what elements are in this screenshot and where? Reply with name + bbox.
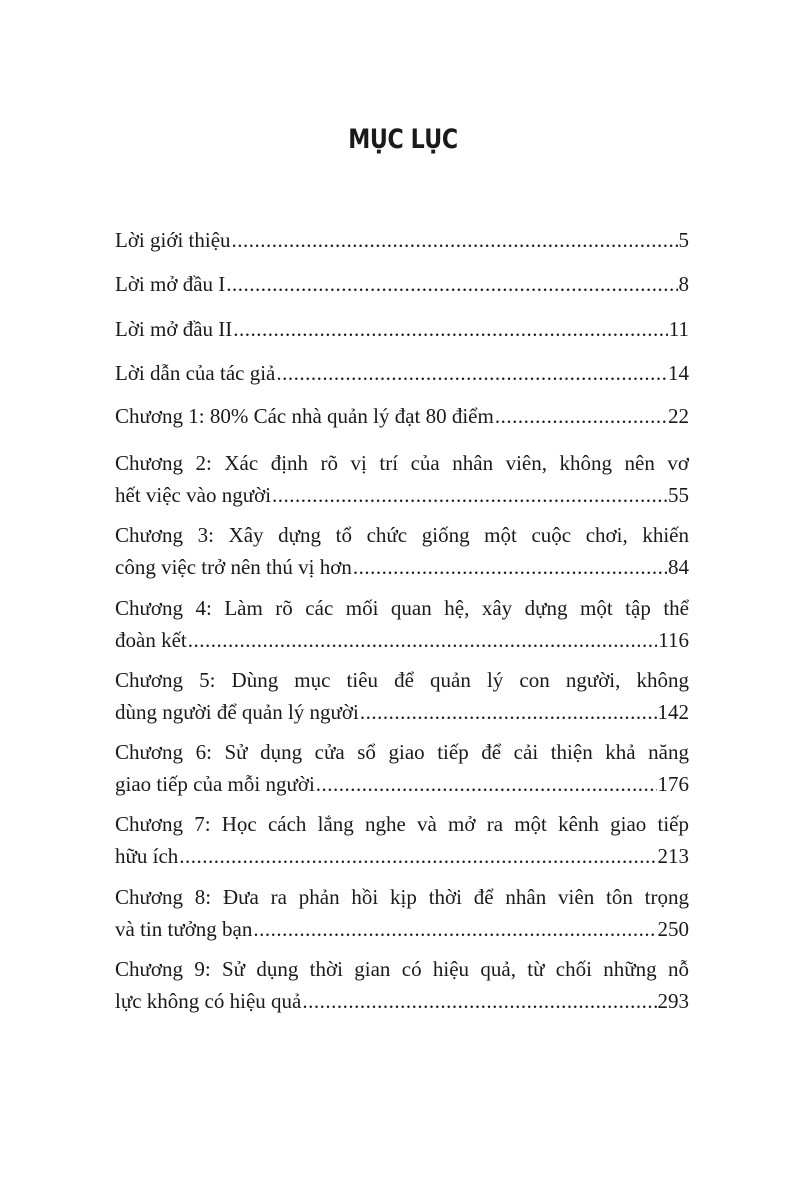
dot-leader: [316, 768, 657, 800]
toc-entry-title: Lời dẫn của tác giả: [115, 361, 276, 385]
toc-page-number: 11: [668, 317, 689, 341]
dot-leader: [360, 696, 657, 728]
toc-entry-introduction[interactable]: [115, 224, 689, 256]
toc-entry-chapter-1[interactable]: [115, 400, 689, 432]
toc-entry-line: [115, 313, 689, 345]
toc-entry-line: [115, 985, 689, 1017]
toc-page-number: 293: [657, 989, 689, 1013]
toc-page-number: 176: [657, 772, 689, 796]
toc-entry-chapter-9[interactable]: [115, 953, 689, 1017]
toc-entry-title-line-2: và tin tưởng bạn: [115, 917, 253, 941]
toc-page-number: 213: [657, 844, 689, 868]
toc-entry-title: Chương 1: 80% Các nhà quản lý đạt 80 điểm: [115, 404, 494, 428]
toc-entry-title-line-1: Chương 5: Dùng mục tiêu để quản lý con người, không: [115, 668, 689, 692]
toc-entry-title-line-1: Chương 7: Học cách lắng nghe và mở ra một kênh giao tiếp: [115, 812, 689, 836]
toc-entry-line: [115, 357, 689, 389]
toc-entry-chapter-2[interactable]: [115, 447, 689, 511]
dot-leader: [302, 985, 656, 1017]
toc-entry-title: Lời mở đầu II: [115, 317, 233, 341]
toc-entry-line: [115, 551, 689, 583]
dot-leader: [276, 357, 667, 389]
toc-entry-title-line-2: đoàn kết: [115, 628, 187, 652]
toc-entry-chapter-4[interactable]: [115, 592, 689, 656]
toc-entry-title-line-2: dùng người để quản lý người: [115, 700, 359, 724]
toc-entry-line: [115, 479, 689, 511]
toc-page-number: 116: [658, 628, 689, 652]
toc-entry-chapter-7[interactable]: [115, 808, 689, 872]
toc-page-number: 142: [657, 700, 689, 724]
toc-entry-chapter-3[interactable]: [115, 519, 689, 583]
dot-leader: [233, 313, 668, 345]
dot-leader: [232, 224, 678, 256]
toc-entry-line: [115, 840, 689, 872]
toc-page-number: 5: [678, 228, 689, 252]
toc-entry-line: [115, 400, 689, 432]
toc-entry-title-line-1: Chương 2: Xác định rõ vị trí của nhân viên, không nên vơ: [115, 451, 689, 475]
page-title: MỤC LỤC: [348, 124, 458, 155]
dot-leader: [226, 268, 677, 300]
toc-entry-title-line-2: lực không có hiệu quả: [115, 989, 302, 1013]
dot-leader: [272, 479, 667, 511]
dot-leader: [179, 840, 656, 872]
toc-entry-title-line-1: Chương 8: Đưa ra phản hồi kịp thời để nhân viên tôn trọng: [115, 885, 689, 909]
toc-page-number: 22: [668, 404, 689, 428]
toc-entry-line: [115, 696, 689, 728]
toc-entry-preface-2[interactable]: [115, 313, 689, 345]
toc-page-number: 8: [678, 272, 689, 296]
toc-entry-chapter-8[interactable]: [115, 881, 689, 945]
toc-entry-line: [115, 268, 689, 300]
toc-entry-line: [115, 913, 689, 945]
toc-entry-title-line-1: Chương 9: Sử dụng thời gian có hiệu quả, từ chối những nỗ: [115, 957, 689, 981]
toc-entry-title-line-1: Chương 3: Xây dựng tổ chức giống một cuộc chơi, khiến: [115, 523, 689, 547]
toc-entry-author-note[interactable]: [115, 357, 689, 389]
toc-page-number: 84: [668, 555, 689, 579]
toc-entry-line: [115, 624, 689, 656]
toc-entry-chapter-5[interactable]: [115, 664, 689, 728]
toc-entry-title-line-2: hết việc vào người: [115, 483, 272, 507]
toc-entry-preface-1[interactable]: [115, 268, 689, 300]
dot-leader: [495, 400, 667, 432]
dot-leader: [353, 551, 667, 583]
toc-entry-title-line-1: Chương 4: Làm rõ các mối quan hệ, xây dựng một tập thể: [115, 596, 689, 620]
toc-entry-line: [115, 224, 689, 256]
toc-entry-chapter-6[interactable]: [115, 736, 689, 800]
dot-leader: [188, 624, 658, 656]
dot-leader: [253, 913, 656, 945]
toc-entry-title: Lời mở đầu I: [115, 272, 226, 296]
toc-page-number: 14: [668, 361, 689, 385]
toc-entry-title-line-2: giao tiếp của mỗi người: [115, 772, 315, 796]
toc-entry-title-line-2: công việc trở nên thú vị hơn: [115, 555, 352, 579]
toc-entry-title-line-1: Chương 6: Sử dụng cửa sổ giao tiếp để cải thiện khả năng: [115, 740, 689, 764]
toc-entry-title-line-2: hữu ích: [115, 844, 179, 868]
toc-entry-line: [115, 768, 689, 800]
toc-entry-title: Lời giới thiệu: [115, 228, 231, 252]
toc-page-number: 250: [657, 917, 689, 941]
toc-page-number: 55: [668, 483, 689, 507]
